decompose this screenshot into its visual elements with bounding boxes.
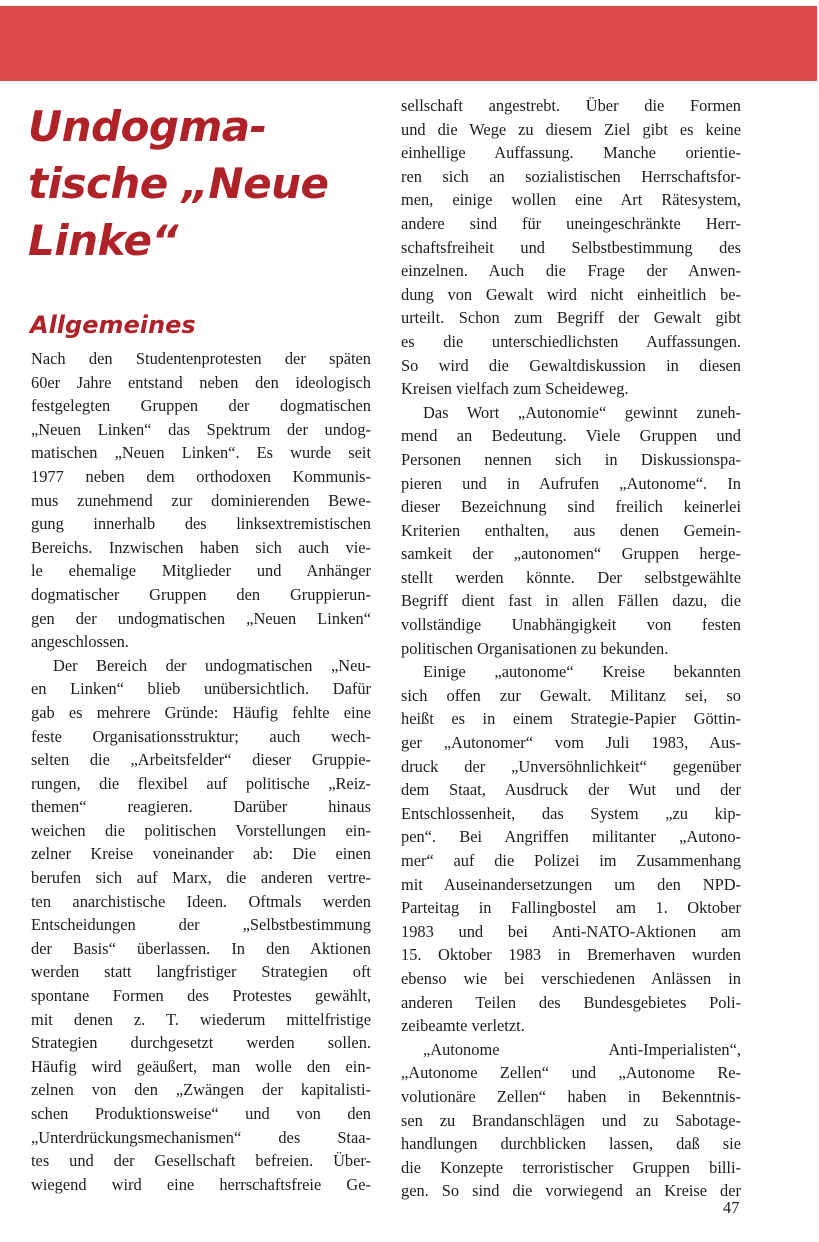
text-line: matischen „Neuen Linken“. Es wurde seit (31, 443, 371, 463)
text-line: andere sind für uneingeschränkte Herr- (401, 213, 741, 233)
text-line: handlungen durchblicken lassen, daß sie (401, 1134, 741, 1154)
top-color-band (0, 6, 817, 81)
text-line: mus zunehmend zur dominierenden Bewe- (31, 490, 371, 510)
text-line: spontane Formen des Protestes gewählt, (31, 986, 371, 1006)
text-line: sen zu Brandanschlägen und zu Sabotage- (401, 1110, 741, 1130)
text-line: selten die „Arbeitsfelder“ dieser Gruppie- (31, 750, 371, 770)
text-line: men, einige wollen eine Art Rätesystem, (401, 190, 741, 210)
text-line: Parteitag in Fallingbostel am 1. Oktober (401, 898, 741, 918)
text-line: schaftsfreiheit und Selbstbestimmung des (401, 237, 741, 257)
text-line: gab es mehrere Gründe: Häufig fehlte eine (31, 702, 371, 722)
title-line: tische „Neue (28, 159, 329, 208)
text-line: Personen nennen sich in Diskussionspa- (401, 449, 741, 469)
text-line: dieser Bezeichnung sind freilich keinerlei (401, 497, 741, 517)
text-line: „Autonome Zellen“ und „Autonome Re- (401, 1063, 741, 1083)
text-line: ren sich an sozialistischen Herrschaftsfor- (401, 166, 741, 186)
text-line: der Basis“ überlassen. In den Aktionen (31, 938, 371, 958)
text-line: einhellige Auffassung. Manche orientie- (401, 143, 741, 163)
text-line: Begriff dient fast in allen Fällen dazu, die (401, 591, 741, 611)
text-line: Häufig wird geäußert, man wolle den ein- (31, 1056, 371, 1076)
text-line: Einige „autonome“ Kreise bekannten (423, 662, 741, 682)
text-line: ebenso wie bei verschiedenen Anlässen in (401, 968, 741, 988)
page-title (28, 98, 368, 269)
text-line: feste Organisationsstruktur; auch wech- (31, 726, 371, 746)
text-line: zeibeamte verletzt. (401, 1016, 525, 1036)
text-line: druck der „Unversöhnlichkeit“ gegenüber (401, 756, 741, 776)
title-line: Undogma- (28, 102, 267, 151)
text-line: vollständige Unabhängigkeit von festen (401, 615, 741, 635)
text-line: Bereichs. Inzwischen haben sich auch vie- (31, 537, 371, 557)
text-line: festgelegten Gruppen der dogmatischen (31, 396, 371, 416)
text-line: Entscheidungen der „Selbstbestimmung (31, 915, 371, 935)
text-line: ten anarchistische Ideen. Oftmals werden (31, 891, 371, 911)
text-line: werden statt langfristiger Strategien oft (31, 962, 371, 982)
text-line: So wird die Gewaltdiskussion in diesen (401, 355, 741, 375)
text-line: und die Wege zu diesem Ziel gibt es keine (401, 119, 741, 139)
text-line: dem Staat, Ausdruck der Wut und der (401, 780, 741, 800)
text-line: Nach den Studentenprotesten der späten (31, 349, 371, 368)
text-line: dung von Gewalt wird nicht einheitlich be- (401, 284, 741, 304)
text-line: weichen die politischen Vorstellungen ein- (31, 820, 371, 840)
text-line: sich offen zur Gewalt. Militanz sei, so (401, 685, 741, 705)
section-heading: Allgemeines (30, 311, 196, 339)
title-line: Linke“ (28, 216, 179, 265)
text-line: gen der undogmatischen „Neuen Linken“ (31, 608, 371, 628)
text-line: zelner Kreise voneinander ab: Die einen (31, 844, 371, 864)
text-line: 1977 neben dem orthodoxen Kommunis- (31, 466, 371, 486)
text-line: sellschaft angestrebt. Über die Formen (401, 96, 741, 115)
text-line: mit Auseinandersetzungen um den NPD- (401, 874, 741, 894)
text-line: gung innerhalb des linksextremistischen (31, 514, 371, 534)
page-number: 47 (723, 1198, 740, 1217)
text-line: berufen sich auf Marx, die anderen vertre- (31, 868, 371, 888)
text-line: mit denen z. T. wiederum mittelfristige (31, 1009, 371, 1029)
left-text-column (31, 347, 371, 1196)
text-line: angeschlossen. (31, 632, 129, 652)
text-line: Kreisen vielfach zum Scheideweg. (401, 379, 629, 399)
text-line: es die unterschiedlichsten Auffassungen. (401, 331, 741, 351)
text-line: Kriterien enthalten, aus denen Gemein- (401, 520, 741, 540)
text-line: pieren und in Aufrufen „Autonome“. In (401, 473, 741, 493)
text-line: anderen Teilen des Bundesgebietes Poli- (401, 992, 741, 1012)
text-line: dogmatischer Gruppen den Gruppierun- (31, 584, 371, 604)
text-line: volutionäre Zellen“ haben in Bekenntnis- (401, 1086, 741, 1106)
text-line: samkeit der „autonomen“ Gruppen herge- (401, 544, 741, 564)
text-line: Das Wort „Autonomie“ gewinnt zuneh- (423, 402, 741, 422)
text-line: einzelnen. Auch die Frage der Anwen- (401, 261, 741, 281)
text-line: le ehemalige Mitglieder und Anhänger (31, 561, 371, 581)
text-line: ger „Autonomer“ vom Juli 1983, Aus- (401, 733, 741, 753)
text-line: „Autonome Anti-Imperialisten“, (423, 1039, 741, 1059)
text-line: wiegend wird eine herrschaftsfreie Ge- (31, 1174, 371, 1194)
text-line: mend an Bedeutung. Viele Gruppen und (401, 426, 741, 446)
text-line: pen“. Bei Angriffen militanter „Autono- (401, 827, 741, 847)
right-text-column (401, 94, 741, 1203)
text-line: „Neuen Linken“ das Spektrum der undog- (31, 419, 371, 439)
text-line: 60er Jahre entstand neben den ideologisch (31, 372, 371, 392)
text-line: zelnen von den „Zwängen der kapitalisti- (31, 1080, 371, 1100)
text-line: politischen Organisationen zu bekunden. (401, 638, 669, 658)
text-line: schen Produktionsweise“ und von den (31, 1104, 371, 1123)
text-line: stellt werden könnte. Der selbstgewählte (401, 567, 741, 587)
text-line: en Linken“ blieb unübersichtlich. Dafür (31, 679, 371, 699)
text-line: heißt es in einem Strategie-Papier Göttin- (401, 709, 741, 729)
text-line: die Konzepte terroristischer Gruppen billi- (401, 1157, 741, 1177)
text-line: 15. Oktober 1983 in Bremerhaven wurden (401, 945, 741, 965)
text-line: tes und der Gesellschaft befreien. Über- (31, 1151, 371, 1171)
text-line: 1983 und bei Anti-NATO-Aktionen am (401, 921, 741, 941)
text-line: „Unterdrückungsmechanismen“ des Staa- (31, 1127, 371, 1147)
text-line: urteilt. Schon zum Begriff der Gewalt gibt (401, 308, 741, 328)
text-line: Strategien durchgesetzt werden sollen. (31, 1033, 371, 1053)
text-line: mer“ auf die Polizei im Zusammenhang (401, 851, 741, 870)
text-line: gen. So sind die vorwiegend an Kreise der (401, 1181, 741, 1201)
text-line: rungen, die flexibel auf politische „Reiz- (31, 773, 371, 793)
text-line: Der Bereich der undogmatischen „Neu- (53, 655, 371, 675)
text-line: themen“ reagieren. Darüber hinaus (31, 797, 371, 817)
text-line: Entschlossenheit, das System „zu kip- (401, 803, 741, 823)
